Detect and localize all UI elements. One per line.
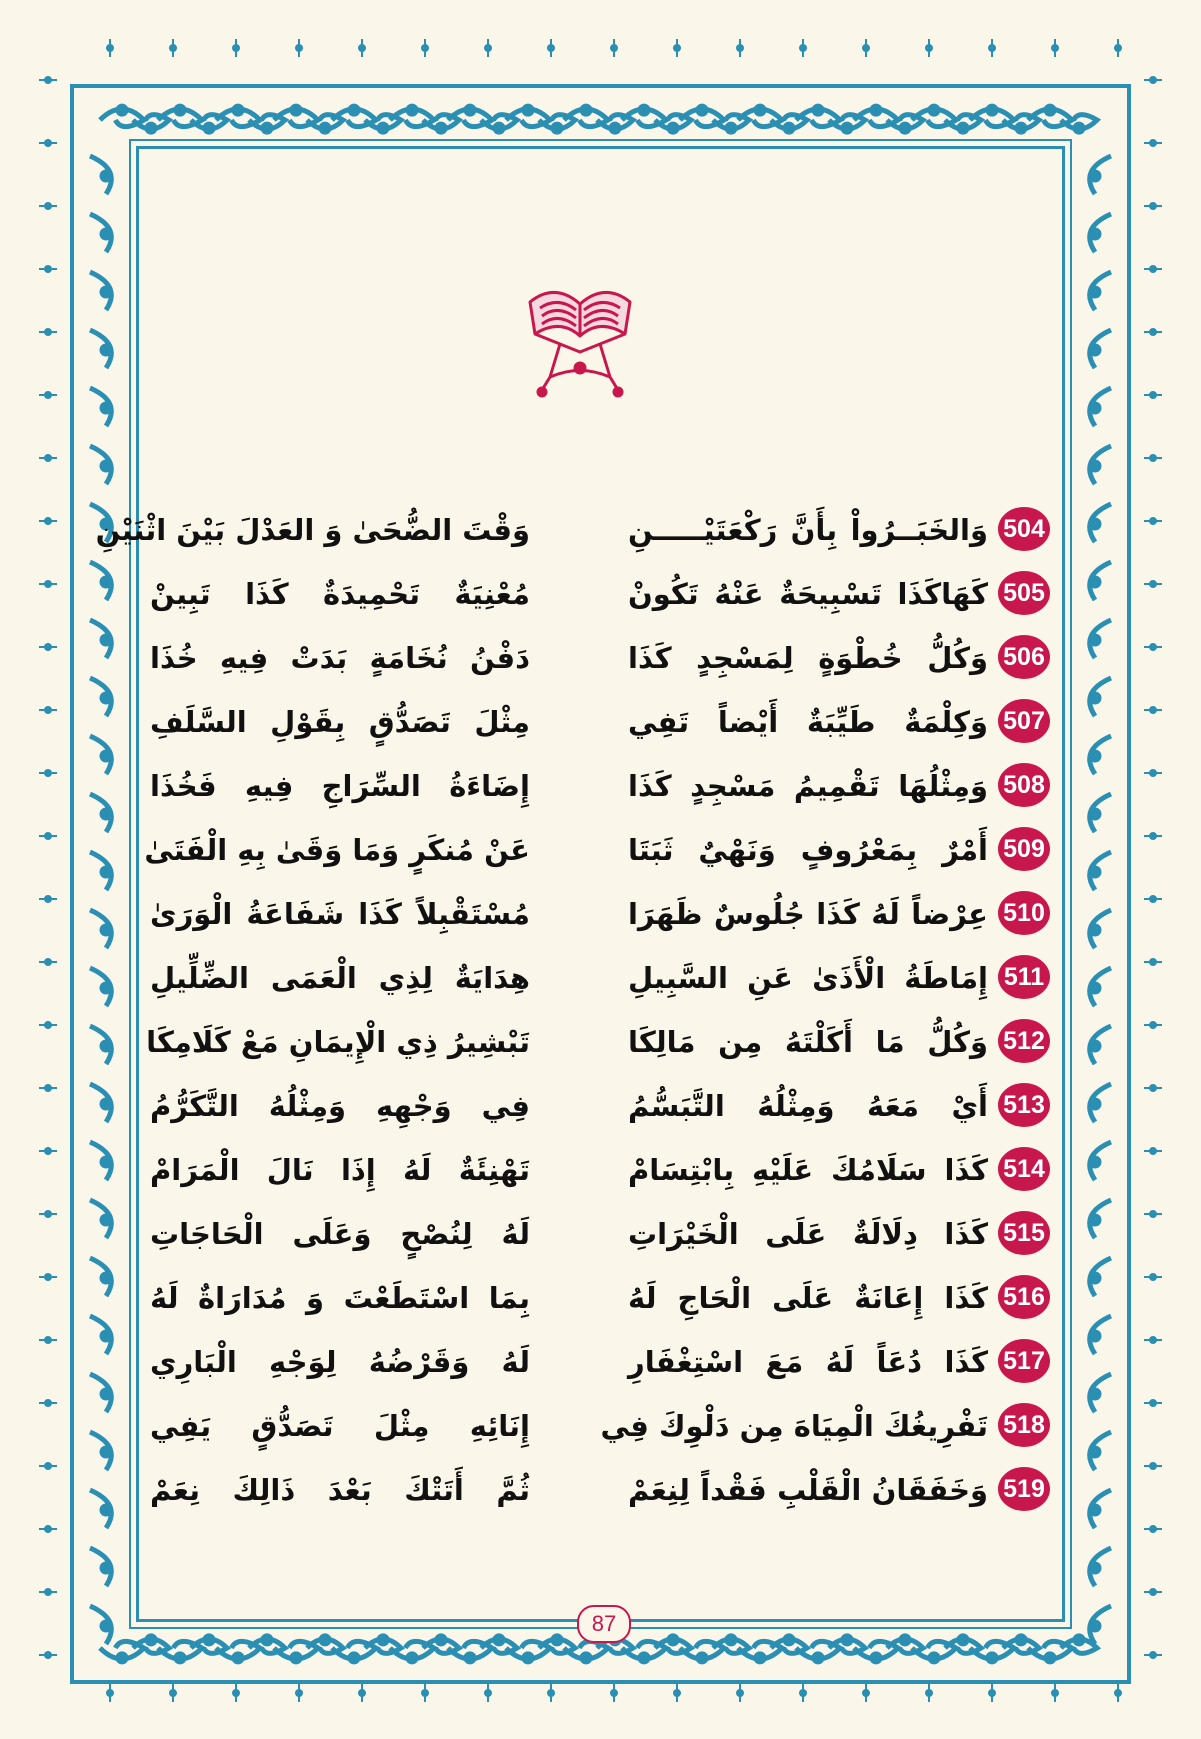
verse-number-badge: 513 — [998, 1083, 1050, 1127]
second-hemistich: دَفْنُ نُخَامَةٍ بَدَتْ فِيهِ خُذَا — [150, 641, 530, 675]
quran-on-stand-icon — [520, 272, 640, 402]
verse-row — [150, 1145, 1050, 1203]
first-hemistich: وَكِلْمَةٌ طَيِّبَةٌ أَيْضاً تَفِي — [628, 705, 988, 739]
verse-row — [150, 1273, 1050, 1331]
first-hemistich: وَمِثْلُهَا تَقْمِيمُ مَسْجِدٍ كَذَا — [628, 769, 988, 803]
second-hemistich: لَهُ لِنُصْحٍ وَعَلَى الْحَاجَاتِ — [150, 1217, 530, 1251]
first-hemistich: كَذَا سَلَامُكَ عَلَيْهِ بِابْتِسَامْ — [628, 1153, 988, 1187]
second-hemistich: إِنَائِهِ مِثْلَ تَصَدُّقٍ يَفِي — [150, 1409, 530, 1443]
second-hemistich: ثُمَّ أَتَتْكَ بَعْدَ ذَالِكَ نِعَمْ — [150, 1473, 530, 1507]
verse-row — [144, 825, 1050, 883]
verse-row — [150, 1081, 1050, 1139]
second-hemistich: لَهُ وَقَرْضُهُ لِوَجْهِ الْبَارِي — [150, 1345, 530, 1379]
verse-number-badge: 508 — [998, 763, 1050, 807]
verse-number-badge: 511 — [998, 955, 1050, 999]
second-hemistich: إِضَاءَةُ السِّرَاجِ فِيهِ فَخُذَا — [150, 769, 530, 803]
page-number: 87 — [577, 1605, 631, 1643]
verse-row — [150, 1337, 1050, 1395]
second-hemistich: مُعْنِيَةٌ تَحْمِيدَةٌ كَذَا تَبِينْ — [150, 577, 530, 611]
verse-number-badge: 516 — [998, 1275, 1050, 1319]
first-hemistich: أَيْ مَعَهُ وَمِثْلُهُ التَّبَسُّمُ — [628, 1089, 988, 1123]
verse-number-badge: 510 — [998, 891, 1050, 935]
first-hemistich: كَهَاكَذَا تَسْبِيحَةٌ عَنْهُ تَكُونْ — [628, 577, 988, 611]
second-hemistich: تَهْنِئَةٌ لَهُ إِذَا نَالَ الْمَرَامْ — [150, 1153, 530, 1187]
verse-number-badge: 506 — [998, 635, 1050, 679]
second-hemistich: وَقْتَ الضُّحَىٰ وَ العَدْلَ بَيْنَ اثْنَيْنِ — [95, 513, 530, 547]
second-hemistich: هِدَايَةٌ لِذِي الْعَمَى الضِّلِّيلِ — [150, 961, 530, 995]
first-hemistich: إِمَاطَةُ الْأَذَىٰ عَنِ السَّبِيلِ — [628, 961, 988, 995]
verse-number-badge: 505 — [998, 571, 1050, 615]
first-hemistich: تَفْرِيغُكَ الْمِيَاهَ مِن دَلْوِكَ فِي — [600, 1409, 988, 1443]
verse-row — [95, 505, 1050, 563]
verse-row — [150, 697, 1050, 755]
second-hemistich: تَبْشِيرُ ذِي الْإِيمَانِ مَعْ كَلَامِكَا — [146, 1025, 530, 1059]
verse-row — [150, 761, 1050, 819]
first-hemistich: وَالخَبَــرُواْ بِأَنَّ رَكْعَتَيْـــــنِ — [628, 513, 988, 547]
first-hemistich: كَذَا دُعَاً لَهُ مَعَ اسْتِغْفَارِ — [628, 1345, 988, 1379]
verse-row — [150, 953, 1050, 1011]
verse-number-badge: 514 — [998, 1147, 1050, 1191]
verse-number-badge: 504 — [998, 507, 1050, 551]
verse-row — [150, 1465, 1050, 1523]
first-hemistich: وَكُلُّ مَا أَكَلْتَهُ مِن مَالِكَا — [628, 1025, 988, 1059]
verse-row — [146, 1017, 1050, 1075]
verse-row — [150, 633, 1050, 691]
first-hemistich: عِرْضاً لَهُ كَذَا جُلُوسٌ ظَهَرَا — [628, 897, 988, 931]
verse-number-badge: 512 — [998, 1019, 1050, 1063]
second-hemistich: مِثْلَ تَصَدُّقٍ بِقَوْلِ السَّلَفِ — [150, 705, 530, 739]
second-hemistich: فِي وَجْهِهِ وَمِثْلُهُ التَّكَرُّمُ — [150, 1089, 530, 1123]
verse-row — [150, 569, 1050, 627]
verse-row — [150, 889, 1050, 947]
verse-row — [150, 1209, 1050, 1267]
verse-number-badge: 518 — [998, 1403, 1050, 1447]
verse-row — [150, 1401, 1050, 1459]
first-hemistich: وَخَفَقَانُ الْقَلْبِ فَقْداً لِنِعَمْ — [628, 1473, 988, 1507]
first-hemistich: وَكُلُّ خُطْوَةٍ لِمَسْجِدٍ كَذَا — [628, 641, 988, 675]
verse-number-badge: 509 — [998, 827, 1050, 871]
first-hemistich: أَمْرٌ بِمَعْرُوفٍ وَنَهْيٌ ثَبَتَا — [628, 833, 988, 867]
verse-number-badge: 517 — [998, 1339, 1050, 1383]
first-hemistich: كَذَا إِعَانَةٌ عَلَى الْحَاجِ لَهُ — [628, 1281, 988, 1315]
verse-number-badge: 519 — [998, 1467, 1050, 1511]
verse-number-badge: 507 — [998, 699, 1050, 743]
second-hemistich: بِمَا اسْتَطَعْتَ وَ مُدَارَاةٌ لَهُ — [150, 1281, 530, 1315]
first-hemistich: كَذَا دِلَالَةٌ عَلَى الْخَيْرَاتِ — [628, 1217, 988, 1251]
second-hemistich: عَنْ مُنكَرٍ وَمَا وَقَىٰ بِهِ الْفَتَىٰ — [144, 833, 530, 867]
second-hemistich: مُسْتَقْبِلاً كَذَا شَفَاعَةُ الْوَرَىٰ — [150, 897, 530, 931]
verse-number-badge: 515 — [998, 1211, 1050, 1255]
